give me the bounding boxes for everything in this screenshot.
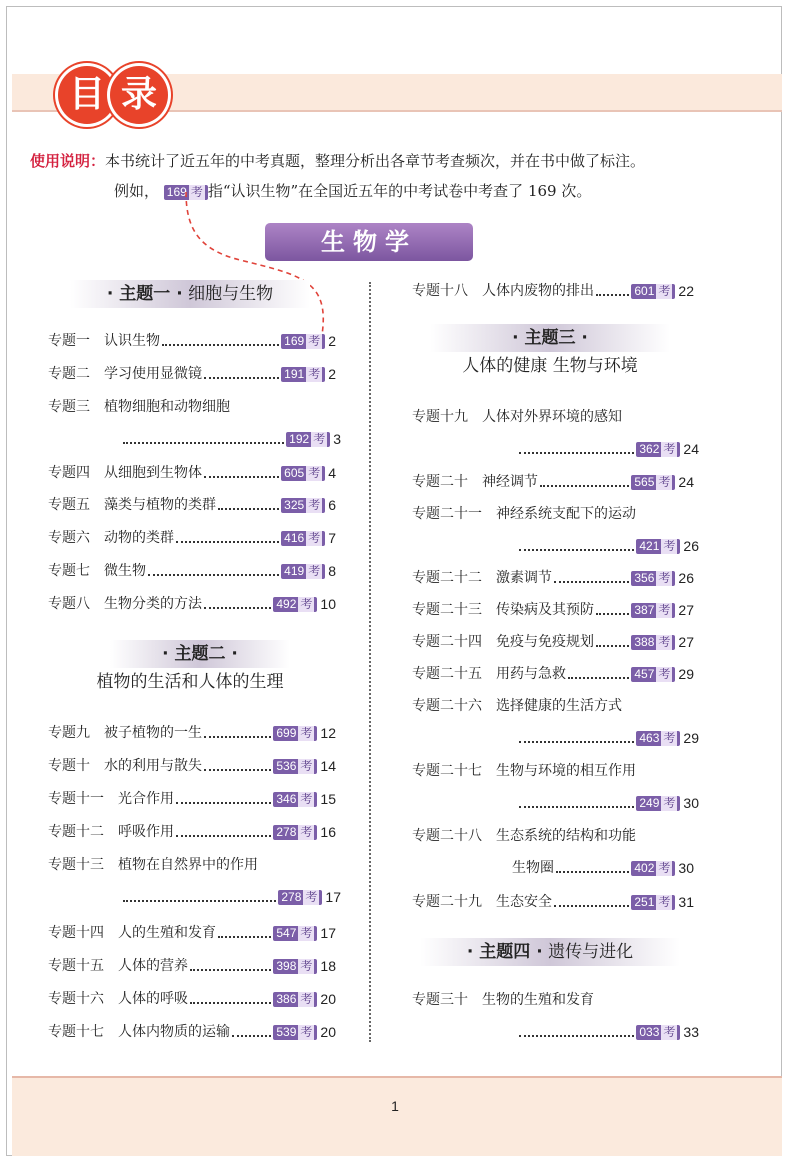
toc-entry[interactable] [48,560,341,582]
count-value: 492 [276,596,297,611]
count-badge [286,432,330,447]
count-value: 421 [639,538,660,553]
count-kao: 考 [300,791,313,806]
toc-entry-continued [512,535,699,557]
entry-label: 专题二十二 激素调节 [412,570,552,586]
theme-4-name: 遗传与进化 [548,942,634,962]
count-kao: 考 [300,1024,313,1039]
count-value: 402 [634,860,655,875]
count-kao: 考 [658,602,671,617]
count-kao: 考 [308,530,321,545]
entry-label: 专题十八 人体内废物的排出 [412,283,594,299]
count-badge [273,959,317,974]
count-kao: 考 [300,925,313,940]
count-kao: 考 [313,431,326,446]
count-value: 278 [276,824,297,839]
page-ref: 29 [683,730,699,746]
entry-label: 专题二十九 生态安全 [412,894,552,910]
usage-note [30,146,646,200]
toc-entry[interactable] [48,462,341,484]
leader-dots [519,452,634,454]
count-badge [631,571,675,586]
count-kao: 考 [305,889,318,904]
page-number: 1 [391,1098,399,1114]
toc-entry[interactable] [48,788,341,810]
toc-entry-continued [512,857,699,879]
count-badge [281,498,325,513]
theme-4-header [420,938,680,966]
entry-label: 专题四 从细胞到生物体 [48,465,202,481]
count-kao: 考 [308,465,321,480]
leader-dots [204,377,279,379]
toc-entry[interactable] [48,396,341,418]
page-ref: 6 [328,497,336,513]
count-badge [278,890,322,905]
count-badge [281,564,325,579]
page-ref: 4 [328,465,336,481]
page-ref: 24 [678,474,694,490]
count-value: 463 [639,730,660,745]
leader-dots [554,581,629,583]
count-value: 033 [639,1024,660,1039]
leader-dots [218,508,279,510]
count-value: 362 [639,441,660,456]
count-badge [273,992,317,1007]
count-kao: 考 [658,283,671,298]
page-ref: 2 [328,366,336,382]
toc-entry-continued [512,438,699,460]
count-value: 191 [284,366,305,381]
count-kao: 考 [663,795,676,810]
entry-label: 专题六 动物的类群 [48,530,174,546]
toc-entry-continued [116,428,341,450]
count-badge [281,367,325,382]
count-badge [636,731,680,746]
example-count: 169 [166,184,187,199]
count-value: 699 [276,725,297,740]
toc-entry[interactable] [48,854,341,876]
count-kao: 考 [300,725,313,740]
entry-label: 专题十五 人体的营养 [48,958,188,974]
footer-band [12,1076,782,1156]
toc-entry[interactable] [48,363,341,385]
page-ref: 22 [678,283,694,299]
count-kao: 考 [300,824,313,839]
toc-entry[interactable] [412,599,699,621]
theme-4-head: · 主题四 · [466,942,543,962]
count-value: 278 [281,889,302,904]
theme-2-name: 植物的生活和人体的生理 [96,672,284,692]
toc-entry[interactable] [48,988,341,1010]
entry-label: 专题十九 人体对外界环境的感知 [412,409,622,425]
page-ref: 15 [320,791,336,807]
theme-2-head: · 主题二 · [162,644,238,664]
count-kao: 考 [663,1024,676,1039]
theme-1-head: · 主题一 · [106,284,183,304]
count-value: 386 [276,991,297,1006]
toc-entry[interactable] [412,695,699,717]
entry-label: 专题三 植物细胞和动物细胞 [48,399,230,415]
column-divider [369,282,371,1042]
count-value: 605 [284,465,305,480]
count-value: 249 [639,795,660,810]
count-badge [281,531,325,546]
leader-dots [596,613,629,615]
leader-dots [176,541,279,543]
entry-label: 专题十三 植物在自然界中的作用 [48,857,258,873]
page-ref: 29 [678,666,694,682]
page-ref: 3 [333,431,341,447]
leader-dots [218,936,271,938]
page-ref: 17 [320,925,336,941]
count-badge [281,334,325,349]
count-kao: 考 [663,441,676,456]
theme-2-header [110,640,290,668]
count-value: 192 [289,431,310,446]
count-kao: 考 [300,991,313,1006]
entry-label: 专题十二 呼吸作用 [48,824,174,840]
toc-entry[interactable] [412,989,699,1011]
example-kao: 考 [190,184,203,199]
page-ref: 7 [328,530,336,546]
theme-1-name: 细胞与生物 [188,284,274,304]
count-value: 539 [276,1024,297,1039]
page-ref: 12 [320,725,336,741]
toc-entry-continued [512,792,699,814]
entry-label: 专题二十一 神经系统支配下的运动 [412,506,636,522]
toc-entry[interactable] [48,1021,341,1043]
count-kao: 考 [658,474,671,489]
count-badge [631,667,675,682]
count-kao: 考 [308,366,321,381]
entry-label: 专题十七 人体内物质的运输 [48,1024,230,1040]
page-ref: 24 [683,441,699,457]
entry-label: 专题二 学习使用显微镜 [48,366,202,382]
count-value: 547 [276,925,297,940]
entry-label: 专题二十七 生物与环境的相互作用 [412,763,636,779]
leader-dots [554,905,629,907]
count-kao: 考 [300,758,313,773]
toc-entry[interactable] [48,722,341,744]
entry-label: 专题十六 人体的呼吸 [48,991,188,1007]
toc-entry[interactable] [412,471,699,493]
count-value: 457 [634,666,655,681]
page-ref: 30 [678,860,694,876]
count-value: 419 [284,563,305,578]
toc-entry[interactable] [412,280,699,302]
count-kao: 考 [308,497,321,512]
count-value: 251 [634,894,655,909]
page-ref: 27 [678,634,694,650]
theme-3-head: · 主题三 · [512,328,588,348]
page-ref: 17 [325,889,341,905]
count-badge [273,1025,317,1040]
entry-label: 专题七 微生物 [48,563,146,579]
leader-dots [519,741,634,743]
count-badge [631,475,675,490]
count-badge [631,861,675,876]
toc-entry-continued [116,886,341,908]
theme-3-header [430,324,670,352]
count-badge [281,466,325,481]
leader-dots [204,476,279,478]
toc-entry[interactable] [48,527,341,549]
count-kao: 考 [658,634,671,649]
leader-dots [123,900,276,902]
count-kao: 考 [308,333,321,348]
toc-entry[interactable] [412,663,699,685]
example-pointer-line [180,190,340,340]
title-char-1: 目 [58,66,116,124]
entry-label: 专题二十八 生态系统的结构和功能 [412,828,636,844]
entry-label: 专题十一 光合作用 [48,791,174,807]
leader-dots [568,677,629,679]
leader-dots [204,736,271,738]
count-badge [273,926,317,941]
entry-label: 专题三十 生物的生殖和发育 [412,992,594,1008]
count-value: 387 [634,602,655,617]
entry-label: 专题八 生物分类的方法 [48,596,202,612]
page-ref: 20 [320,991,336,1007]
page-ref: 16 [320,824,336,840]
entry-label: 专题五 藻类与植物的类群 [48,497,216,513]
toc-entry[interactable] [412,760,699,782]
toc-entry[interactable] [48,955,341,977]
toc-entry[interactable] [412,825,699,847]
section-title: 生物学 [265,223,473,261]
count-badge [636,1025,680,1040]
toc-entry[interactable] [412,891,699,913]
count-value: 346 [276,791,297,806]
theme-1-header [70,280,310,308]
page-ref: 14 [320,758,336,774]
leader-dots [519,549,634,551]
leader-dots [519,806,634,808]
title-char-2: 录 [110,66,168,124]
toc-entry[interactable] [412,631,699,653]
count-value: 325 [284,497,305,512]
leader-dots [162,344,279,346]
entry-label: 专题二十五 用药与急救 [412,666,566,682]
count-kao: 考 [663,538,676,553]
leader-dots [123,442,284,444]
page-ref: 30 [683,795,699,811]
page-ref: 33 [683,1024,699,1040]
page-ref: 10 [320,596,336,612]
count-kao: 考 [308,563,321,578]
toc-entry[interactable] [412,406,699,428]
count-value: 398 [276,958,297,973]
entry-label: 专题九 被子植物的一生 [48,725,202,741]
entry-label: 专题十四 人的生殖和发育 [48,925,216,941]
count-badge [273,825,317,840]
usage-example-suffix: 指“认识生物”在全国近五年的中考试卷中考查了 169 次。 [207,182,592,200]
toc-entry[interactable] [48,593,341,615]
toc-entry[interactable] [412,503,699,525]
count-value: 169 [284,333,305,348]
count-value: 536 [276,758,297,773]
leader-dots [190,1002,271,1004]
leader-dots [204,607,271,609]
count-badge [273,792,317,807]
count-badge [636,539,680,554]
count-badge [636,796,680,811]
page-ref: 31 [678,894,694,910]
count-kao: 考 [663,730,676,745]
entry-label: 专题二十四 免疫与免疫规划 [412,634,594,650]
toc-entry-continued [512,1021,699,1043]
entry-label: 专题十 水的利用与散失 [48,758,202,774]
count-badge [631,895,675,910]
count-value: 388 [634,634,655,649]
toc-entry-continued [512,727,699,749]
toc-entry[interactable] [48,494,341,516]
count-kao: 考 [300,958,313,973]
theme-3-name: 人体的健康 生物与环境 [462,356,638,376]
page-ref: 20 [320,1024,336,1040]
count-kao: 考 [658,570,671,585]
count-badge [273,597,317,612]
count-badge [636,442,680,457]
leader-dots [232,1035,271,1037]
entry-label-line2: 生物圈 [512,860,554,876]
toc-entry[interactable] [48,330,341,352]
page-ref: 2 [328,333,336,349]
page-ref: 27 [678,602,694,618]
leader-dots [540,485,629,487]
usage-example-prefix: 例如， [114,182,160,200]
count-value: 416 [284,530,305,545]
count-kao: 考 [300,596,313,611]
leader-dots [204,769,271,771]
leader-dots [596,645,629,647]
toc-entry[interactable] [48,755,341,777]
entry-label: 专题一 认识生物 [48,333,160,349]
entry-label: 专题二十六 选择健康的生活方式 [412,698,622,714]
count-badge [631,635,675,650]
leader-dots [596,294,629,296]
count-value: 601 [634,283,655,298]
count-badge [273,759,317,774]
leader-dots [190,969,271,971]
leader-dots [176,802,271,804]
entry-label: 专题二十 神经调节 [412,474,538,490]
count-badge [273,726,317,741]
count-badge [631,603,675,618]
count-value: 356 [634,570,655,585]
page-ref: 18 [320,958,336,974]
count-kao: 考 [658,894,671,909]
toc-entry[interactable] [48,922,341,944]
count-badge [631,284,675,299]
entry-label: 专题二十三 传染病及其预防 [412,602,594,618]
page-ref: 26 [678,570,694,586]
leader-dots [176,835,271,837]
page-ref: 8 [328,563,336,579]
count-kao: 考 [658,860,671,875]
leader-dots [556,871,629,873]
count-value: 565 [634,474,655,489]
usage-line-1: 本书统计了近五年的中考真题，整理分析出各章节考查频次，并在书中做了标注。 [105,152,646,170]
page-ref: 26 [683,538,699,554]
page-title [58,66,162,124]
count-kao: 考 [658,666,671,681]
usage-label: 使用说明： [30,152,106,170]
leader-dots [519,1035,634,1037]
leader-dots [148,574,279,576]
toc-entry[interactable] [48,821,341,843]
toc-entry[interactable] [412,567,699,589]
